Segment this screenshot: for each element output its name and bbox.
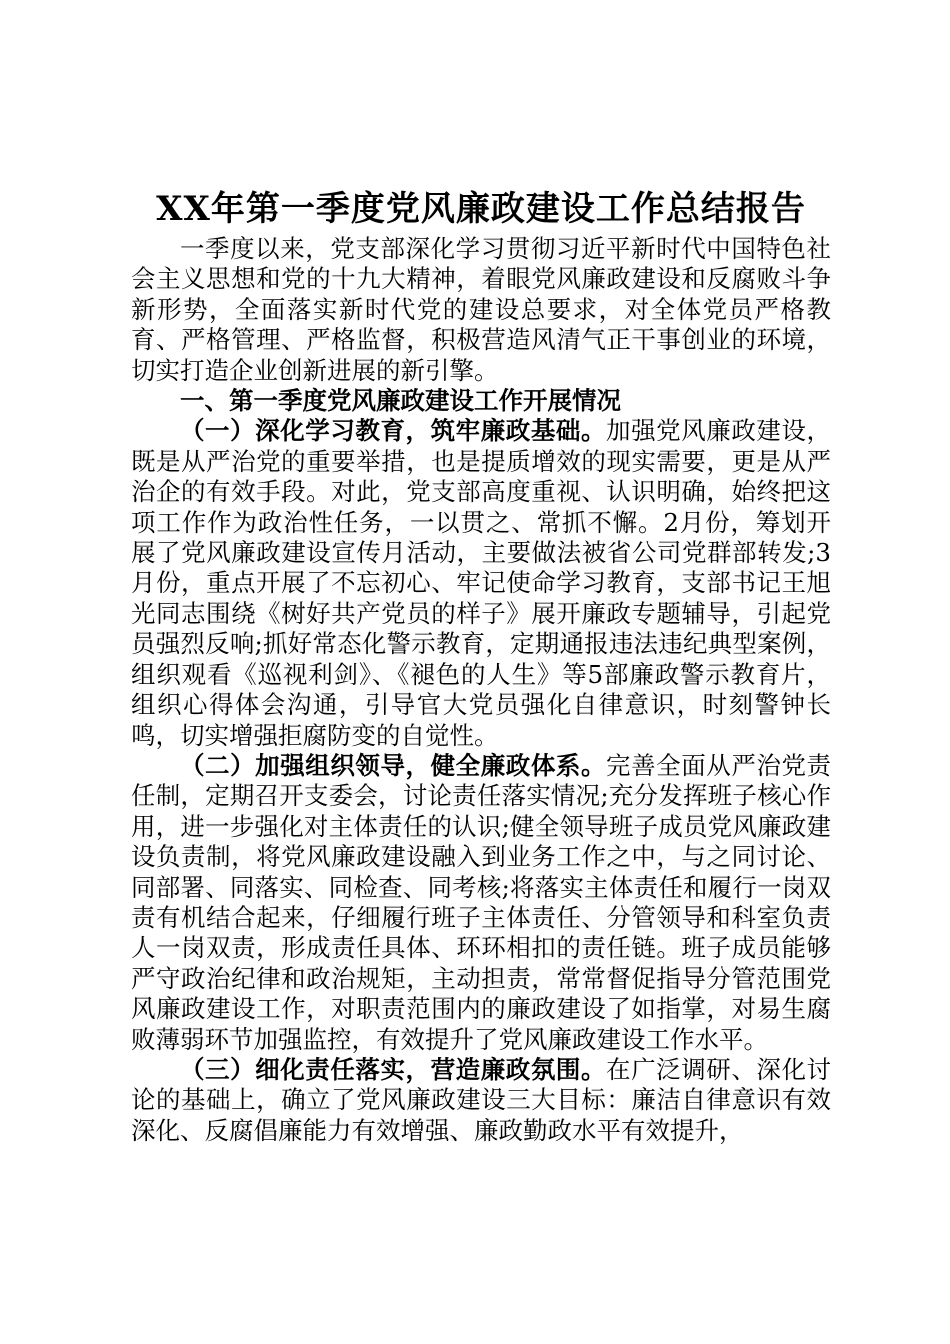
item-lead-3: （三）细化责任落实，营造廉政氛围。 [180,1054,607,1084]
item-paragraph-1 [131,416,831,750]
document-title: XX年第一季度党风廉政建设工作总结报告 [156,189,806,229]
item-body-1: 加强党风廉政建设，既是从严治党的重要举措，也是提质增效的现实需要，更是从严治企的有效手段。对此，党支部高度重视、认识明确，始终把这项工作作为政治性任务，一以贯之、常抓不懈。2月份，筹划开展了党风廉政建设宣传月活动，主要做法被省公司党群部转发;3月份，重点开展了不忘初心、牢记使命学习教育，支部书记王旭光同志围绕《树好共产党员的样子》展开廉政专题辅导，引起党员强烈反响;抓好常态化警示教育，定期通报违法违纪典型案例，组织观看《巡视利剑》、《褪色的人生》等5部廉政警示教育片，组织心得体会沟通，引导官大党员强化自律意识，时刻警钟长鸣，切实增强拒腐防变的自觉性。 [131,416,832,750]
section-heading: 一、第一季度党风廉政建设工作开展情况 [180,386,621,416]
item-body-3: 在广泛调研、深化讨论的基础上，确立了党风廉政建设三大目标：廉洁自律意识有效深化、反腐倡廉能力有效增强、廉政勤政水平有效提升， [131,1054,832,1145]
item-body-2: 完善全面从严治党责任制，定期召开支委会，讨论责任落实情况;充分发挥班子核心作用，进一步强化对主体责任的认识;健全领导班子成员党风廉政建设负责制，将党风廉政建设融入到业务工作之中，与之同讨论、同部署、同落实、同检查、同考核;将落实主体责任和履行一岗双责有机结合起来，仔细履行班子主体责任、分管领导和科室负责人一岗双责，形成责任具体、环环相扣的责任链。班子成员能够严守政治纪律和政治规矩，主动担责，常常督促指导分管范围党风廉政建设工作，对职责范围内的廉政建设了如指掌，对易生腐败薄弱环节加强监控，有效提升了党风廉政建设工作水平。 [131,750,832,1054]
item-paragraph-2 [131,751,831,1055]
item-lead-2: （二）加强组织领导，健全廉政体系。 [180,750,607,780]
document-page [131,186,831,1146]
intro-paragraph: 一季度以来，党支部深化学习贯彻习近平新时代中国特色社会主义思想和党的十九大精神，着眼党风廉政建设和反腐败斗争新形势，全面落实新时代党的建设总要求，对全体党员严格教育、严格管理、严格监督，积极营造风清气正干事创业的环境，切实打造企业创新进展的新引擎。 [131,234,831,385]
item-lead-1: （一）深化学习教育，筑牢廉政基础。 [180,416,607,446]
item-paragraph-3 [131,1055,831,1146]
